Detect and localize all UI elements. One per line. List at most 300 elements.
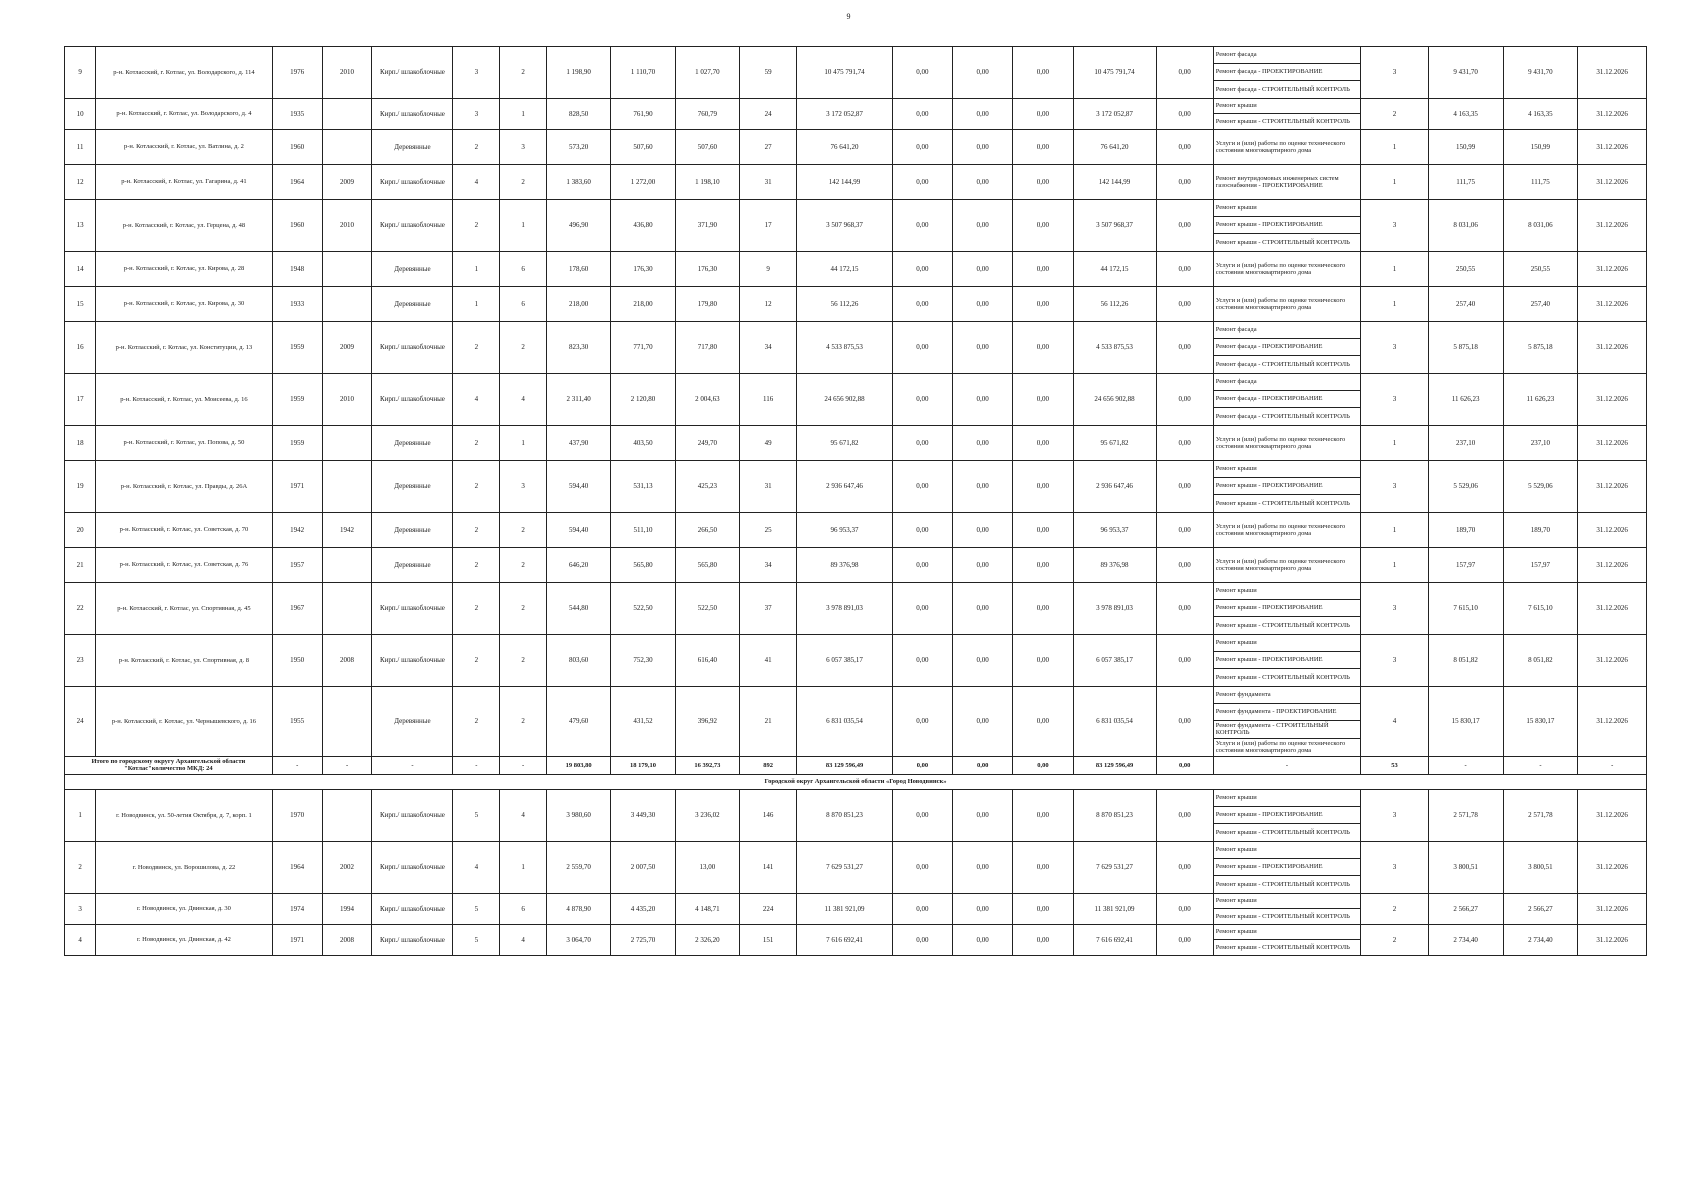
entrances-cell: 4 <box>500 374 547 426</box>
works-count-cell: 3 <box>1361 374 1429 426</box>
works-list-cell <box>1213 635 1361 687</box>
unit-cost-cell: 5 875,18 <box>1428 322 1503 374</box>
rooms-area-cell: 522,50 <box>611 583 675 635</box>
unit-cost-cell: 8 051,82 <box>1428 635 1503 687</box>
owners-funds-cell: 10 475 791,74 <box>1073 47 1156 99</box>
regional-budget-cell: 0,00 <box>953 513 1013 548</box>
year-built-cell: 1959 <box>272 322 322 374</box>
work-item: Услуги и (или) работы по оценке технического состояния многоквартирного дома <box>1215 522 1346 537</box>
year-last-repair-cell: 2010 <box>322 374 372 426</box>
year-built-cell: 1971 <box>272 461 322 513</box>
row-number-cell: 11 <box>65 130 96 165</box>
wall-material-cell: Кирп./ шлакоблочные <box>372 893 453 924</box>
total-cost-cell: 2 936 647,46 <box>797 461 893 513</box>
total-dash-cell: - <box>1428 756 1503 774</box>
total-area-cell: 1 198,90 <box>546 47 610 99</box>
row-number-cell: 23 <box>65 635 96 687</box>
deadline-cell: 31.12.2026 <box>1578 287 1647 322</box>
deadline-cell: 31.12.2026 <box>1578 789 1647 841</box>
wall-material-cell: Кирп./ шлакоблочные <box>372 841 453 893</box>
work-item: Ремонт крыши <box>1214 583 1361 600</box>
other-funds-cell: 0,00 <box>1156 687 1213 757</box>
owners-funds-cell: 24 656 902,88 <box>1073 374 1156 426</box>
row-number-cell: 12 <box>65 165 96 200</box>
total-cost-cell: 96 953,37 <box>797 513 893 548</box>
local-budget-cell: 0,00 <box>1013 130 1073 165</box>
local-budget-cell: 0,00 <box>1013 583 1073 635</box>
work-item: Ремонт внутридомовых инженерных систем газоснабжения - ПРОЕКТИРОВАНИЕ <box>1215 174 1339 189</box>
unit-cost-cell: 2 566,27 <box>1428 893 1503 924</box>
works-count-cell: 2 <box>1361 893 1429 924</box>
works-count-cell: 1 <box>1361 513 1429 548</box>
floors-cell: 2 <box>453 635 500 687</box>
address-cell: р-н. Котласский, г. Котлас, ул. Моисеева, д. 16 <box>96 374 273 426</box>
residents-cell: 49 <box>740 426 797 461</box>
deadline-cell: 31.12.2026 <box>1578 47 1647 99</box>
total-area-cell: 803,60 <box>546 635 610 687</box>
fund-cell: 0,00 <box>892 893 952 924</box>
fund-cell: 0,00 <box>892 841 952 893</box>
table-row <box>65 635 1647 687</box>
table-row <box>65 687 1647 757</box>
total-cost-cell: 56 112,26 <box>797 287 893 322</box>
year-last-repair-cell <box>322 252 372 287</box>
wall-material-cell: Кирп./ шлакоблочные <box>372 47 453 99</box>
works-list-cell <box>1213 165 1361 200</box>
local-budget-cell: 0,00 <box>1013 99 1073 130</box>
works-list-cell <box>1213 47 1361 99</box>
unit-cost-cell: 150,99 <box>1428 130 1503 165</box>
work-item: Услуги и (или) работы по оценке технического состояния многоквартирного дома <box>1215 139 1346 154</box>
work-item: Ремонт крыши - ПРОЕКТИРОВАНИЕ <box>1214 600 1361 617</box>
work-item: Ремонт крыши <box>1214 200 1361 217</box>
deadline-cell: 31.12.2026 <box>1578 635 1647 687</box>
unit-cost-cell: 7 615,10 <box>1428 583 1503 635</box>
residents-cell: 25 <box>740 513 797 548</box>
unit-cost-cell: 2 571,78 <box>1428 789 1503 841</box>
deadline-cell: 31.12.2026 <box>1578 130 1647 165</box>
total-dash-cell: - <box>372 756 453 774</box>
local-budget-cell: 0,00 <box>1013 322 1073 374</box>
year-last-repair-cell <box>322 130 372 165</box>
fund-cell: 0,00 <box>892 426 952 461</box>
table-row <box>65 200 1647 252</box>
works-count-cell: 1 <box>1361 130 1429 165</box>
wall-material-cell: Деревянные <box>372 461 453 513</box>
row-number-cell: 17 <box>65 374 96 426</box>
table-row <box>65 130 1647 165</box>
limit-cost-cell: 8 051,82 <box>1503 635 1578 687</box>
rooms-area-cell: 2 120,80 <box>611 374 675 426</box>
row-number-cell: 19 <box>65 461 96 513</box>
total-cost-cell: 7 616 692,41 <box>797 924 893 955</box>
works-count-cell: 2 <box>1361 924 1429 955</box>
owners-funds-cell: 2 936 647,46 <box>1073 461 1156 513</box>
address-cell: р-н. Котласский, г. Котлас, ул. Спортивная, д. 45 <box>96 583 273 635</box>
deadline-cell: 31.12.2026 <box>1578 513 1647 548</box>
total-area-cell: 178,60 <box>546 252 610 287</box>
entrances-cell: 6 <box>500 287 547 322</box>
other-funds-cell: 0,00 <box>1156 513 1213 548</box>
table-row <box>65 841 1647 893</box>
owners-funds-cell: 56 112,26 <box>1073 287 1156 322</box>
work-item: Ремонт фасада - СТРОИТЕЛЬНЫЙ КОНТРОЛЬ <box>1215 412 1350 420</box>
regional-budget-cell: 0,00 <box>953 130 1013 165</box>
work-item: Ремонт крыши - СТРОИТЕЛЬНЫЙ КОНТРОЛЬ <box>1215 828 1350 836</box>
deadline-cell: 31.12.2026 <box>1578 924 1647 955</box>
works-count-cell: 3 <box>1361 583 1429 635</box>
works-list-cell <box>1213 287 1361 322</box>
address-cell: р-н. Котласский, г. Котлас, ул. Советская, д. 76 <box>96 548 273 583</box>
total-cost-cell: 8 870 851,23 <box>797 789 893 841</box>
deadline-cell: 31.12.2026 <box>1578 200 1647 252</box>
local-budget-cell: 0,00 <box>1013 200 1073 252</box>
works-count-cell: 3 <box>1361 461 1429 513</box>
local-budget-cell: 0,00 <box>1013 47 1073 99</box>
deadline-cell: 31.12.2026 <box>1578 99 1647 130</box>
total-budget-region-cell: 0,00 <box>953 756 1013 774</box>
section-title: Городской округ Архангельской области «Город Новодвинск» <box>65 774 1647 789</box>
limit-cost-cell: 189,70 <box>1503 513 1578 548</box>
regional-budget-cell: 0,00 <box>953 583 1013 635</box>
works-list-cell <box>1213 130 1361 165</box>
entrances-cell: 2 <box>500 583 547 635</box>
address-cell: р-н. Котласский, г. Котлас, ул. Чернышевского, д. 16 <box>96 687 273 757</box>
works-count-cell: 3 <box>1361 47 1429 99</box>
work-item: Услуги и (или) работы по оценке технического состояния многоквартирного дома <box>1215 296 1346 311</box>
other-funds-cell: 0,00 <box>1156 426 1213 461</box>
rooms-area-cell: 218,00 <box>611 287 675 322</box>
wall-material-cell: Кирп./ шлакоблочные <box>372 583 453 635</box>
year-built-cell: 1957 <box>272 548 322 583</box>
unit-cost-cell: 3 800,51 <box>1428 841 1503 893</box>
limit-cost-cell: 250,55 <box>1503 252 1578 287</box>
works-list-cell <box>1213 789 1361 841</box>
limit-cost-cell: 157,97 <box>1503 548 1578 583</box>
year-last-repair-cell: 2002 <box>322 841 372 893</box>
work-item: Ремонт крыши - СТРОИТЕЛЬНЫЙ КОНТРОЛЬ <box>1215 621 1350 629</box>
wall-material-cell: Кирп./ шлакоблочные <box>372 924 453 955</box>
total-area-cell: 2 559,70 <box>546 841 610 893</box>
total-cost-total-cell: 83 129 596,49 <box>797 756 893 774</box>
year-built-cell: 1959 <box>272 374 322 426</box>
residents-cell: 17 <box>740 200 797 252</box>
works-count-cell: 3 <box>1361 841 1429 893</box>
owners-funds-cell: 44 172,15 <box>1073 252 1156 287</box>
year-last-repair-cell <box>322 583 372 635</box>
rooms-area-cell: 4 435,20 <box>611 893 675 924</box>
rooms-area-cell: 2 007,50 <box>611 841 675 893</box>
total-area-cell: 2 311,40 <box>546 374 610 426</box>
address-cell: р-н. Котласский, г. Котлас, ул. Володарского, д. 4 <box>96 99 273 130</box>
total-cost-cell: 6 831 035,54 <box>797 687 893 757</box>
owners-funds-cell: 95 671,82 <box>1073 426 1156 461</box>
total-dash-cell: - <box>1503 756 1578 774</box>
fund-cell: 0,00 <box>892 200 952 252</box>
wall-material-cell: Деревянные <box>372 287 453 322</box>
address-cell: г. Новодвинск, ул. Двинская, д. 42 <box>96 924 273 955</box>
work-item: Ремонт крыши - СТРОИТЕЛЬНЫЙ КОНТРОЛЬ <box>1215 499 1350 507</box>
fund-cell: 0,00 <box>892 47 952 99</box>
deadline-cell: 31.12.2026 <box>1578 583 1647 635</box>
work-item: Ремонт крыши - ПРОЕКТИРОВАНИЕ <box>1214 859 1361 876</box>
regional-budget-cell: 0,00 <box>953 687 1013 757</box>
address-cell: г. Новодвинск, ул. 50-летия Октября, д. 7, корп. 1 <box>96 789 273 841</box>
wall-material-cell: Деревянные <box>372 426 453 461</box>
owners-funds-cell: 7 629 531,27 <box>1073 841 1156 893</box>
local-budget-cell: 0,00 <box>1013 461 1073 513</box>
owners-funds-cell: 142 144,99 <box>1073 165 1156 200</box>
total-area-cell: 218,00 <box>546 287 610 322</box>
owners-funds-cell: 4 533 875,53 <box>1073 322 1156 374</box>
residents-cell: 12 <box>740 287 797 322</box>
owners-funds-cell: 3 172 052,87 <box>1073 99 1156 130</box>
living-area-cell: 425,23 <box>675 461 739 513</box>
local-budget-cell: 0,00 <box>1013 426 1073 461</box>
table-row <box>65 893 1647 924</box>
entrances-cell: 1 <box>500 200 547 252</box>
floors-cell: 5 <box>453 924 500 955</box>
floors-cell: 2 <box>453 200 500 252</box>
local-budget-cell: 0,00 <box>1013 548 1073 583</box>
total-cost-cell: 3 507 968,37 <box>797 200 893 252</box>
wall-material-cell: Кирп./ шлакоблочные <box>372 99 453 130</box>
novodvinsk-rows <box>65 789 1647 955</box>
residents-cell: 31 <box>740 165 797 200</box>
fund-cell: 0,00 <box>892 252 952 287</box>
work-item: Ремонт крыши - СТРОИТЕЛЬНЫЙ КОНТРОЛЬ <box>1215 912 1350 920</box>
works-count-cell: 3 <box>1361 322 1429 374</box>
deadline-cell: 31.12.2026 <box>1578 165 1647 200</box>
year-built-cell: 1960 <box>272 200 322 252</box>
other-funds-cell: 0,00 <box>1156 374 1213 426</box>
work-item: Услуги и (или) работы по оценке технического состояния многоквартирного дома <box>1215 739 1346 755</box>
limit-cost-cell: 11 626,23 <box>1503 374 1578 426</box>
row-number-cell: 3 <box>65 893 96 924</box>
work-item: Услуги и (или) работы по оценке технического состояния многоквартирного дома <box>1215 435 1346 450</box>
residents-cell: 21 <box>740 687 797 757</box>
fund-cell: 0,00 <box>892 99 952 130</box>
residents-cell: 24 <box>740 99 797 130</box>
living-area-cell: 2 004,63 <box>675 374 739 426</box>
wall-material-cell: Кирп./ шлакоблочные <box>372 374 453 426</box>
works-list-cell <box>1213 687 1361 757</box>
living-area-cell: 1 198,10 <box>675 165 739 200</box>
year-built-cell: 1935 <box>272 99 322 130</box>
floors-cell: 4 <box>453 374 500 426</box>
year-last-repair-cell <box>322 287 372 322</box>
living-area-cell: 616,40 <box>675 635 739 687</box>
living-area-cell: 565,80 <box>675 548 739 583</box>
total-area-living-cell: 16 392,73 <box>675 756 739 774</box>
other-funds-cell: 0,00 <box>1156 47 1213 99</box>
regional-budget-cell: 0,00 <box>953 200 1013 252</box>
work-item: Ремонт крыши <box>1214 461 1361 478</box>
works-list-cell <box>1213 99 1361 130</box>
work-item: Ремонт фасада <box>1214 47 1361 64</box>
rooms-area-cell: 2 725,70 <box>611 924 675 955</box>
living-area-cell: 507,60 <box>675 130 739 165</box>
address-cell: г. Новодвинск, ул. Ворошилова, д. 22 <box>96 841 273 893</box>
total-cost-cell: 76 641,20 <box>797 130 893 165</box>
owners-funds-cell: 96 953,37 <box>1073 513 1156 548</box>
fund-cell: 0,00 <box>892 322 952 374</box>
work-item: Ремонт крыши - СТРОИТЕЛЬНЫЙ КОНТРОЛЬ <box>1215 117 1350 125</box>
works-count-cell: 2 <box>1361 99 1429 130</box>
total-dash-cell: - <box>453 756 500 774</box>
works-list-cell <box>1213 548 1361 583</box>
entrances-cell: 1 <box>500 99 547 130</box>
living-area-cell: 3 236,02 <box>675 789 739 841</box>
total-area-cell: 823,30 <box>546 322 610 374</box>
year-last-repair-cell <box>322 426 372 461</box>
year-built-cell: 1967 <box>272 583 322 635</box>
fund-cell: 0,00 <box>892 287 952 322</box>
row-number-cell: 24 <box>65 687 96 757</box>
table-row <box>65 924 1647 955</box>
other-funds-cell: 0,00 <box>1156 461 1213 513</box>
entrances-cell: 4 <box>500 924 547 955</box>
section-header-row <box>65 774 1647 789</box>
total-area-cell: 1 383,60 <box>546 165 610 200</box>
work-item: Ремонт фасада <box>1214 322 1361 339</box>
rooms-area-cell: 431,52 <box>611 687 675 757</box>
local-budget-cell: 0,00 <box>1013 252 1073 287</box>
year-built-cell: 1964 <box>272 165 322 200</box>
local-budget-cell: 0,00 <box>1013 841 1073 893</box>
other-funds-cell: 0,00 <box>1156 99 1213 130</box>
residents-cell: 224 <box>740 893 797 924</box>
total-cost-cell: 6 057 385,17 <box>797 635 893 687</box>
works-list-cell <box>1213 252 1361 287</box>
wall-material-cell: Деревянные <box>372 548 453 583</box>
work-item: Ремонт фасада <box>1214 374 1361 391</box>
fund-cell: 0,00 <box>892 687 952 757</box>
regional-budget-cell: 0,00 <box>953 374 1013 426</box>
wall-material-cell: Кирп./ шлакоблочные <box>372 200 453 252</box>
fund-cell: 0,00 <box>892 583 952 635</box>
regional-budget-cell: 0,00 <box>953 635 1013 687</box>
local-budget-cell: 0,00 <box>1013 287 1073 322</box>
total-area-rooms-cell: 18 179,10 <box>611 756 675 774</box>
owners-funds-cell: 6 831 035,54 <box>1073 687 1156 757</box>
year-built-cell: 1960 <box>272 130 322 165</box>
work-item: Ремонт крыши - ПРОЕКТИРОВАНИЕ <box>1214 478 1361 495</box>
year-last-repair-cell: 2009 <box>322 165 372 200</box>
fund-cell: 0,00 <box>892 513 952 548</box>
limit-cost-cell: 2 734,40 <box>1503 924 1578 955</box>
works-list-cell <box>1213 374 1361 426</box>
year-last-repair-cell <box>322 99 372 130</box>
row-number-cell: 18 <box>65 426 96 461</box>
unit-cost-cell: 257,40 <box>1428 287 1503 322</box>
address-cell: р-н. Котласский, г. Котлас, ул. Кирова, д. 30 <box>96 287 273 322</box>
other-funds-cell: 0,00 <box>1156 635 1213 687</box>
residents-cell: 27 <box>740 130 797 165</box>
limit-cost-cell: 15 830,17 <box>1503 687 1578 757</box>
work-item: Ремонт фасада - ПРОЕКТИРОВАНИЕ <box>1214 64 1361 81</box>
page-number: 9 <box>846 12 851 21</box>
total-area-cell: 3 980,60 <box>546 789 610 841</box>
row-number-cell: 14 <box>65 252 96 287</box>
living-area-cell: 1 027,70 <box>675 47 739 99</box>
local-budget-cell: 0,00 <box>1013 893 1073 924</box>
work-item: Услуги и (или) работы по оценке технического состояния многоквартирного дома <box>1215 557 1346 572</box>
work-item: Ремонт крыши - СТРОИТЕЛЬНЫЙ КОНТРОЛЬ <box>1215 943 1350 951</box>
total-area-cell: 4 878,90 <box>546 893 610 924</box>
year-last-repair-cell: 2010 <box>322 47 372 99</box>
total-area-cell: 479,60 <box>546 687 610 757</box>
entrances-cell: 2 <box>500 687 547 757</box>
year-built-cell: 1948 <box>272 252 322 287</box>
unit-cost-cell: 4 163,35 <box>1428 99 1503 130</box>
total-area-cell: 573,20 <box>546 130 610 165</box>
regional-budget-cell: 0,00 <box>953 99 1013 130</box>
owners-funds-cell: 6 057 385,17 <box>1073 635 1156 687</box>
table-row <box>65 513 1647 548</box>
residents-cell: 141 <box>740 841 797 893</box>
address-cell: г. Новодвинск, ул. Двинская, д. 30 <box>96 893 273 924</box>
limit-cost-cell: 5 875,18 <box>1503 322 1578 374</box>
residents-cell: 146 <box>740 789 797 841</box>
work-item: Ремонт крыши - ПРОЕКТИРОВАНИЕ <box>1214 652 1361 669</box>
total-dash-cell: - <box>272 756 322 774</box>
total-residents-cell: 892 <box>740 756 797 774</box>
year-built-cell: 1964 <box>272 841 322 893</box>
regional-budget-cell: 0,00 <box>953 924 1013 955</box>
floors-cell: 1 <box>453 252 500 287</box>
total-cost-cell: 3 978 891,03 <box>797 583 893 635</box>
wall-material-cell: Деревянные <box>372 687 453 757</box>
total-cost-cell: 4 533 875,53 <box>797 322 893 374</box>
year-built-cell: 1970 <box>272 789 322 841</box>
limit-cost-cell: 3 800,51 <box>1503 841 1578 893</box>
fund-cell: 0,00 <box>892 374 952 426</box>
floors-cell: 2 <box>453 130 500 165</box>
entrances-cell: 2 <box>500 513 547 548</box>
total-cost-cell: 89 376,98 <box>797 548 893 583</box>
residents-cell: 34 <box>740 548 797 583</box>
address-cell: р-н. Котласский, г. Котлас, ул. Кирова, д. 28 <box>96 252 273 287</box>
work-item: Ремонт фундамента <box>1214 687 1361 704</box>
other-funds-cell: 0,00 <box>1156 287 1213 322</box>
year-built-cell: 1950 <box>272 635 322 687</box>
total-dash-cell: - <box>1578 756 1647 774</box>
work-item: Ремонт фундамента - ПРОЕКТИРОВАНИЕ <box>1214 704 1361 721</box>
deadline-cell: 31.12.2026 <box>1578 841 1647 893</box>
deadline-cell: 31.12.2026 <box>1578 322 1647 374</box>
deadline-cell: 31.12.2026 <box>1578 893 1647 924</box>
total-area-cell: 594,40 <box>546 513 610 548</box>
total-area-cell: 646,20 <box>546 548 610 583</box>
total-area-cell: 437,90 <box>546 426 610 461</box>
owners-funds-cell: 8 870 851,23 <box>1073 789 1156 841</box>
local-budget-cell: 0,00 <box>1013 374 1073 426</box>
total-fund-cell: 0,00 <box>892 756 952 774</box>
row-number-cell: 16 <box>65 322 96 374</box>
rooms-area-cell: 752,30 <box>611 635 675 687</box>
total-row <box>65 756 1647 774</box>
floors-cell: 5 <box>453 789 500 841</box>
table-row <box>65 47 1647 99</box>
work-item: Ремонт крыши - ПРОЕКТИРОВАНИЕ <box>1214 217 1361 234</box>
living-area-cell: 249,70 <box>675 426 739 461</box>
living-area-cell: 176,30 <box>675 252 739 287</box>
local-budget-cell: 0,00 <box>1013 687 1073 757</box>
work-item: Ремонт крыши - ПРОЕКТИРОВАНИЕ <box>1214 807 1361 824</box>
total-other-cell: 0,00 <box>1156 756 1213 774</box>
wall-material-cell: Кирп./ шлакоблочные <box>372 789 453 841</box>
